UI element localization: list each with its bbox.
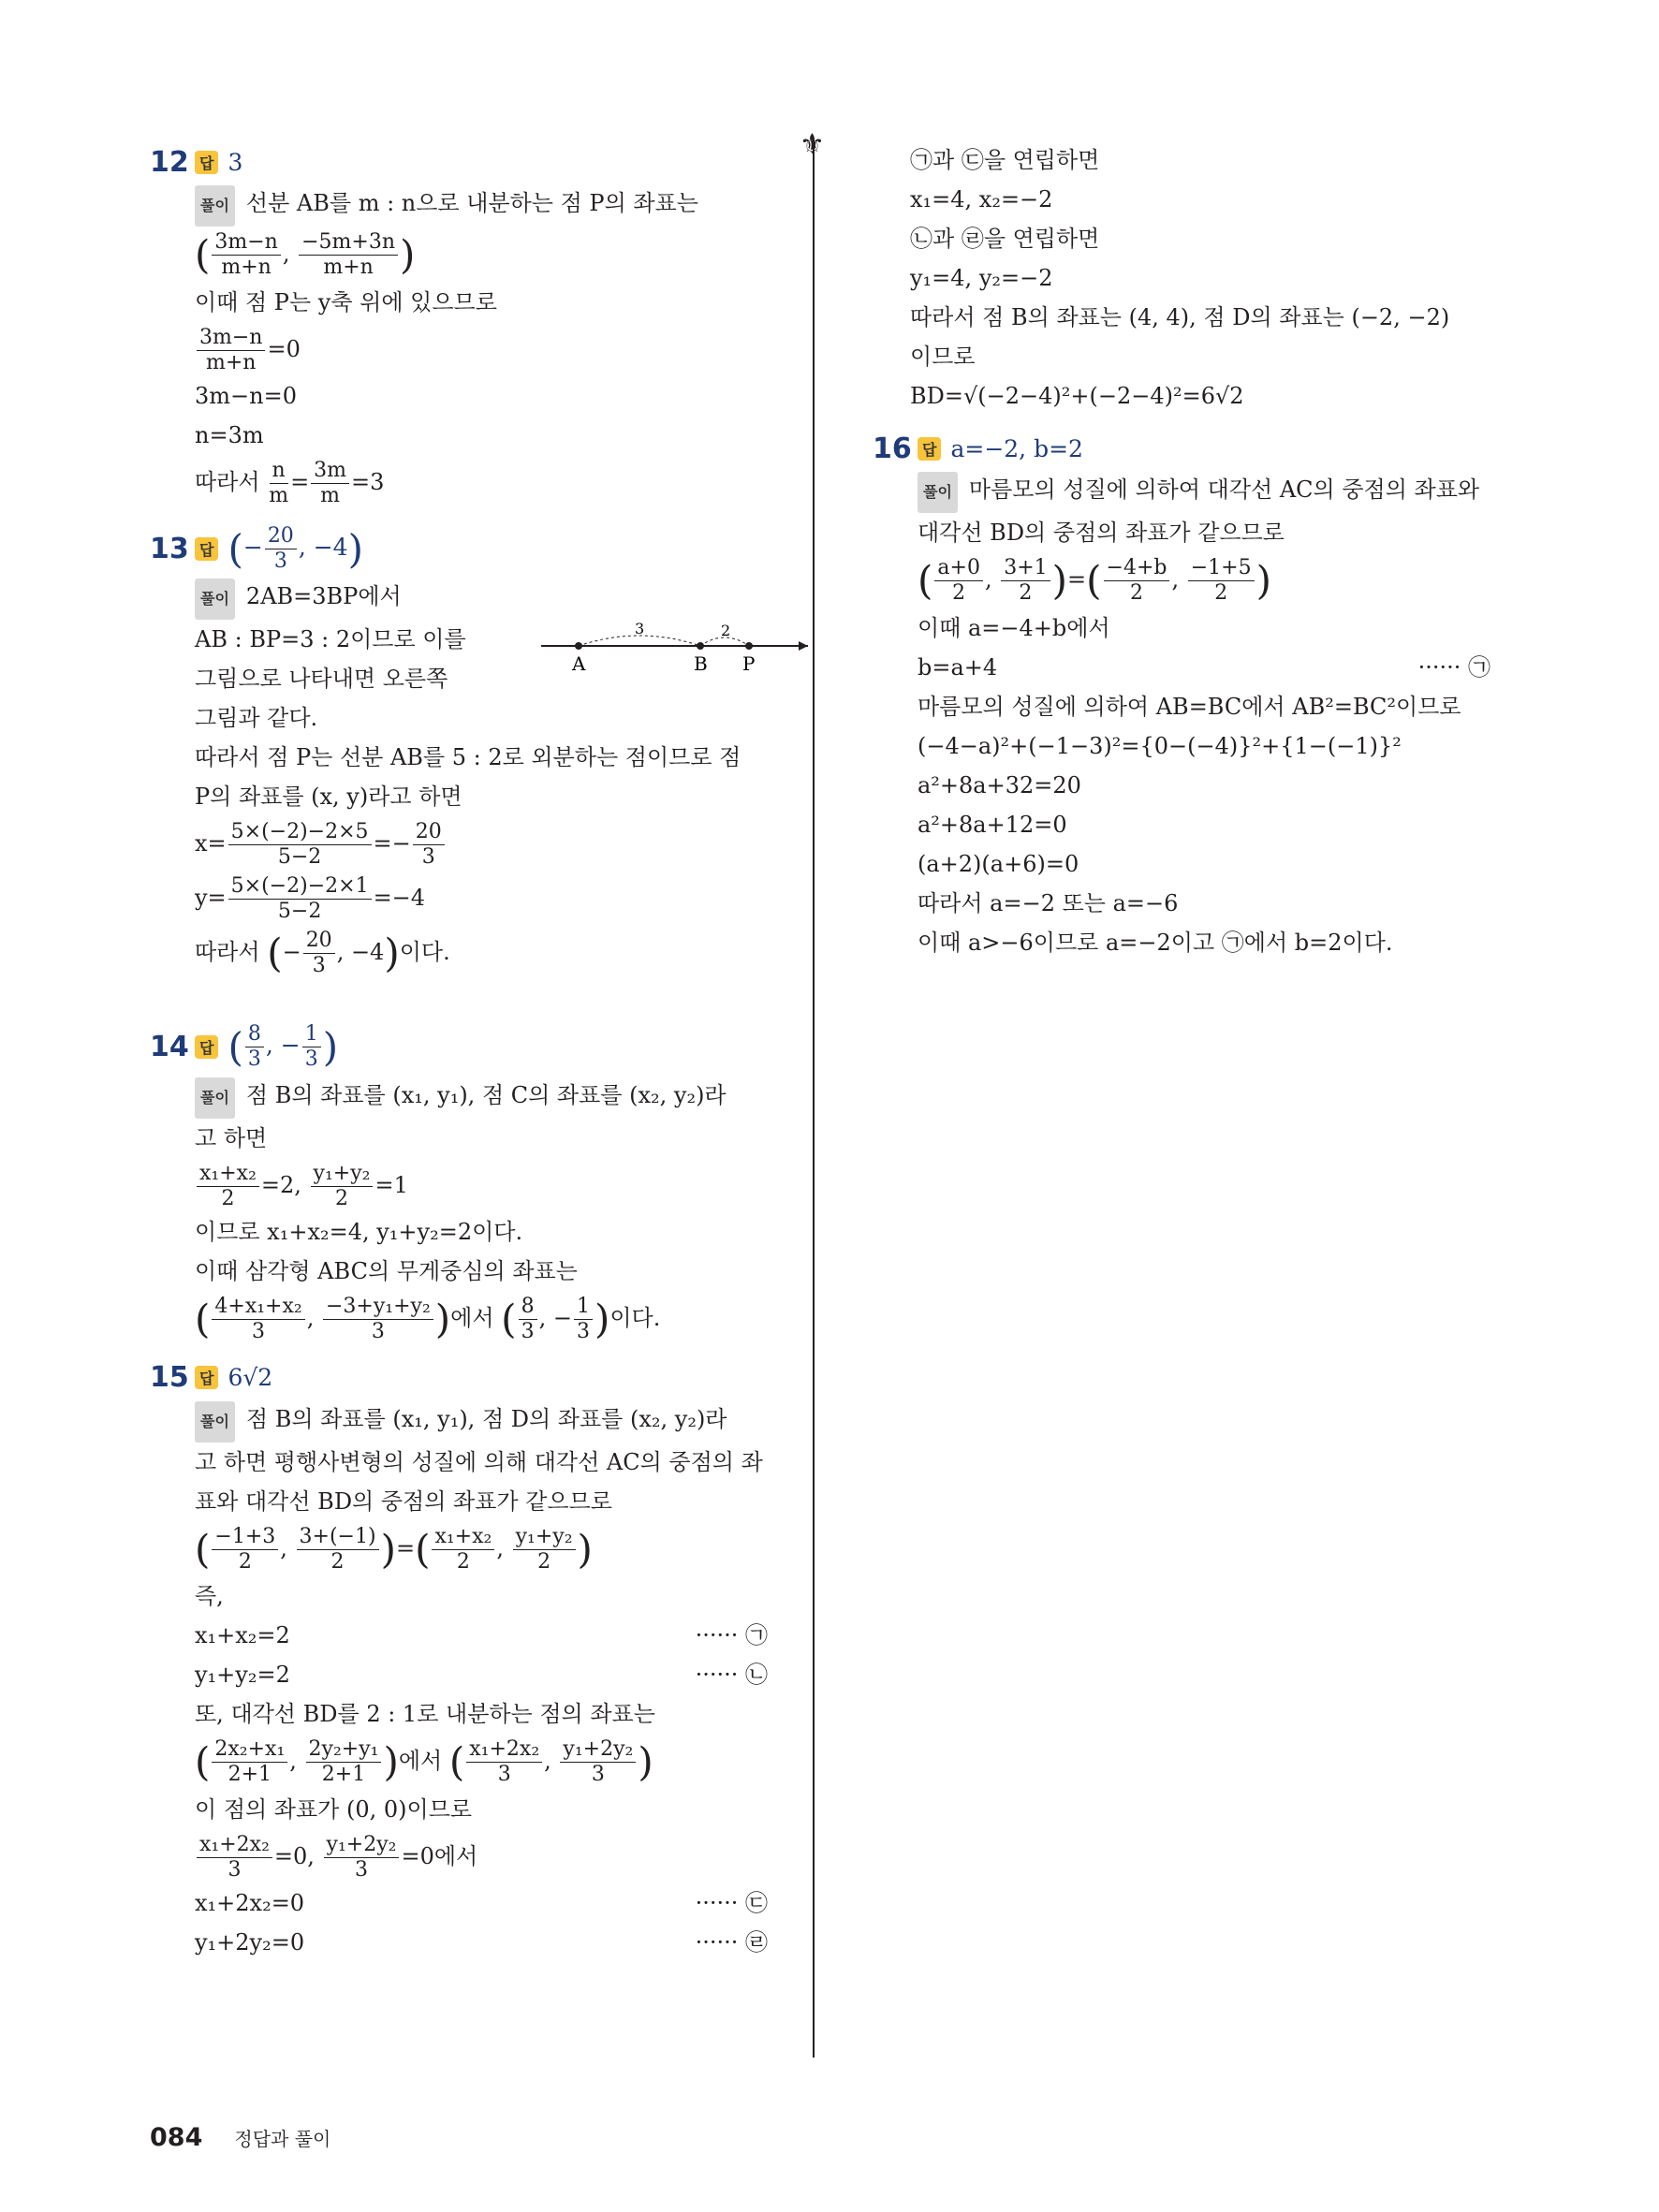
column-divider <box>813 139 815 2058</box>
point-label-b: B <box>694 652 708 675</box>
text-line: 이므로 <box>910 344 976 370</box>
segment-label-2: 2 <box>721 621 731 639</box>
math-line: a²+8a+12=0 <box>918 811 1067 838</box>
text-line: 이 점의 좌표가 (0, 0)이므로 <box>195 1795 473 1823</box>
math-line: y₁+y₂=2 ······ ㉡ <box>195 1662 768 1688</box>
text-line: 점 B의 좌표를 (x₁, y₁), 점 C의 좌표를 (x₂, y₂)라 <box>245 1082 727 1108</box>
math-line: y₁+2y₂=0 ······ ㉣ <box>195 1928 768 1956</box>
problem-14 <box>150 1018 768 1347</box>
text-line: 고 하면 <box>195 1125 268 1151</box>
math-line: x= $\frac{5\times(-2)-2\times 5}{5-2}$ =− $\frac{20}{3}$ <box>195 816 768 871</box>
text-line: 고 하면 평행사변형의 성질에 의해 대각선 AC의 중점의 좌 <box>195 1448 763 1475</box>
text-line: 마름모의 성질에 의하여 AB=BC에서 AB²=BC²이므로 <box>918 693 1461 720</box>
text-line: 이때 a=−4+b에서 <box>918 614 1110 641</box>
math-line: 따라서 $\frac{n}{m}$ = $\frac{3m}{m}$ =3 <box>195 458 385 507</box>
fleur-ornament-icon: ⚜ <box>800 128 825 161</box>
problem-15 <box>150 1356 768 1962</box>
math-line: BD=√(−2−4)²+(−2−4)²=6√2 <box>910 383 1244 409</box>
answer-badge: 답 <box>195 537 218 561</box>
answer-value: 3 <box>228 148 243 176</box>
text-line: 대각선 BD의 중점의 좌표가 같으므로 <box>918 520 1285 546</box>
math-line: ( $\frac{-1+3}{2}$ , $\frac{3+(-1)}{2}$ )=( $\frac{\text{x₁+x₂}}{2}$ , $\frac{\text{y₁+y₂}}{2}$ ) <box>195 1524 593 1574</box>
math-line: ( $\frac{a+0}{2}$ , $\frac{3+1}{2}$ )=( $\frac{-4+b}{2}$ , $\frac{-1+5}{2}$ ) <box>918 556 1272 605</box>
text-line: 2AB=3BP에서 <box>245 582 402 609</box>
left-column <box>150 140 768 1962</box>
text-line: 이므로 x₁+x₂=4, y₁+y₂=2이다. <box>195 1219 523 1245</box>
math-line: a²+8a+32=20 <box>918 771 1081 798</box>
math-line: y= $\frac{5\times(-2)-2\times 1}{5-2}$ =−4 <box>195 873 426 923</box>
point-label-p: P <box>742 652 756 675</box>
page-number: 084 <box>150 2123 203 2152</box>
math-line: x₁+2x₂=0 ······ ㉢ <box>195 1889 768 1916</box>
solution-badge: 풀이 <box>195 579 235 620</box>
math-line: x₁+x₂=2 ······ ㉠ <box>195 1622 768 1648</box>
problem-number: 15 <box>150 1361 189 1394</box>
text-line: 따라서 a=−2 또는 a=−6 <box>918 889 1179 916</box>
text-line: 따라서 점 P는 선분 AB를 5 : 2로 외분하는 점이므로 점 <box>195 743 741 770</box>
problem-number: 14 <box>150 1030 189 1063</box>
math-line: n=3m <box>195 421 264 448</box>
text-line: 이때 삼각형 ABC의 무게중심의 좌표는 <box>195 1258 578 1284</box>
text-line: ㉡과 ㉣을 연립하면 <box>910 226 1100 252</box>
math-line: b=a+4 ······ ㉠ <box>918 653 1490 681</box>
problem-13 <box>150 522 768 981</box>
right-column <box>873 140 1490 962</box>
problem-number: 12 <box>150 145 189 179</box>
answer-value: a=−2, b=2 <box>950 434 1083 462</box>
text-line: 마름모의 성질에 의하여 대각선 AC의 중점의 좌표와 <box>968 476 1480 503</box>
math-line: 따라서 (− $\frac{20}{3}$ , −4)이다. <box>195 928 450 977</box>
point-label-a: A <box>572 652 586 675</box>
text-line: 선분 AB를 m : n으로 내분하는 점 P의 좌표는 <box>245 190 698 216</box>
footer-title: 정답과 풀이 <box>234 2128 331 2150</box>
text-line: 즉, <box>195 1583 224 1609</box>
segment-label-3: 3 <box>635 619 645 637</box>
text-line: 점 B의 좌표를 (x₁, y₁), 점 D의 좌표를 (x₂, y₂)라 <box>245 1405 727 1432</box>
answer-value: ( $\frac{8}{3}$ , − $\frac{1}{3}$ ) <box>228 1021 339 1071</box>
math-line: ( $\frac{3m-n}{m+n}$ , $\frac{-5m+3n}{m+n}$ ) <box>195 230 416 279</box>
answer-value: 6√2 <box>228 1364 273 1391</box>
math-line: ( $\frac{\text{2x₂+x₁}}{2+1}$ , $\frac{\text{2y₂+y₁}}{2+1}$ )에서 ( $\frac{\text{x₁+2x₂}}{3}$ , $\frac{\text{y₁+2y₂}}{3}$ ) <box>195 1737 653 1786</box>
text-line: 그림과 같다. <box>195 704 318 731</box>
text-line: 이때 점 P는 y축 위에 있으므로 <box>195 288 497 315</box>
text-line: 그림으로 나타내면 오른쪽 <box>195 665 448 692</box>
text-line: 표와 대각선 BD의 중점의 좌표가 같으므로 <box>195 1487 612 1515</box>
problem-16 <box>873 427 1490 962</box>
problem-12 <box>150 140 768 509</box>
math-line: x₁=4, x₂=−2 <box>910 186 1053 212</box>
problem-number: 13 <box>150 533 189 565</box>
solution-badge: 풀이 <box>918 472 958 513</box>
solution-badge: 풀이 <box>195 185 235 227</box>
text-line: AB : BP=3 : 2이므로 이를 <box>195 625 466 652</box>
math-line: 3m−n=0 <box>195 382 297 409</box>
text-line: 따라서 점 B의 좌표는 (4, 4), 점 D의 좌표는 (−2, −2) <box>910 304 1450 330</box>
text-line: 이때 a>−6이므로 a=−2이고 ㉠에서 b=2이다. <box>918 929 1393 956</box>
text-line: ㉠과 ㉢을 연립하면 <box>910 147 1100 173</box>
answer-badge: 답 <box>195 1366 218 1389</box>
answer-badge: 답 <box>918 437 941 461</box>
math-line: $\frac{\text{x₁+x₂}}{2}$ =2, $\frac{\text{y₁+y₂}}{2}$ =1 <box>195 1158 768 1212</box>
math-line: $\frac{3m-n}{m+n}$ =0 <box>195 322 768 376</box>
page-footer <box>150 2123 330 2152</box>
answer-badge: 답 <box>195 1035 218 1059</box>
text-line: 또, 대각선 BD를 2 : 1로 내분하는 점의 좌표는 <box>195 1701 655 1727</box>
math-line: y₁=4, y₂=−2 <box>910 265 1053 291</box>
math-line: $\frac{\text{x₁+2x₂}}{3}$ =0, $\frac{\text{y₁+2y₂}}{3}$ =0에서 <box>195 1829 768 1883</box>
math-line: (−4−a)²+(−1−3)²={0−(−4)}²+{1−(−1)}² <box>918 732 1402 759</box>
segment-figure <box>541 618 813 683</box>
solution-badge: 풀이 <box>195 1077 235 1119</box>
solution-badge: 풀이 <box>195 1401 235 1443</box>
math-line: ( $\frac{\text{4+x₁+x₂}}{3}$ , $\frac{\text{−3+y₁+y₂}}{3}$ )에서 ( $\frac{8}{3}$ , − $\frac{1}{3}$ )이다. <box>195 1295 661 1343</box>
text-line: P의 좌표를 (x, y)라고 하면 <box>195 783 462 810</box>
problem-number: 16 <box>873 432 912 465</box>
math-line: (a+2)(a+6)=0 <box>918 850 1079 877</box>
answer-value: (− $\frac{20}{3}$ , −4) <box>228 524 363 573</box>
answer-badge: 답 <box>195 151 218 174</box>
